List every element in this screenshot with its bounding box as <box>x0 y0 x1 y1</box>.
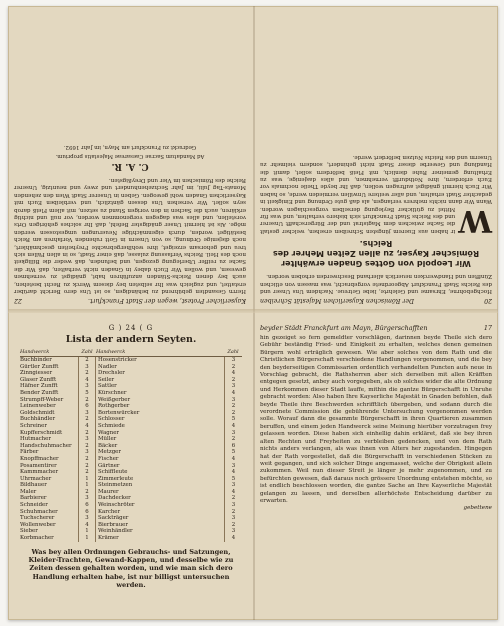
upper-left-imprint-1: Ad Mandatum Sacrae Caesareae Majestatis proprium. <box>55 153 205 160</box>
upper-right-body-text: ir haben aus Euerem jüngsten Schreiben ersehen, welcher gestalt die Sache zwischen dem Magistrat und der Bürgerschafft Unserer und des Reichs Stadt Franckfurt sich bishero verhalten, und was für Mittel zu gütlicher Beylegung derselben vorgeschlagen worden. Wann Wir dann nichts mehrers verlangen, als daß gute Ordnung und Einigkeit in gedachter Stadt erhalten, und aller weitere Unwillen vermieden werde, so haben Wir Euch hiermit gnädigst auftragen wollen, daß Ihr beyde Theile nochmals vor Euch erfordern, ihre Nothdurfft vernehmen, und alles dasjenige, was zu Erhaltung gemeiner Ruhe dienlich, mit Fleiß befördern sollet, damit die Handlung und Gewerbe dieser Stadt nicht gehindert, sondern vielmehr zu Unserm und des Reichs Nutzen befördert werde. <box>258 153 492 234</box>
lower-right-page <box>260 324 492 610</box>
list-row-count: 3 <box>78 410 96 417</box>
list-row-count: 5 <box>224 449 242 456</box>
list-row-name: Korbmacher <box>20 535 54 542</box>
list-row-name: Kupfferschmidt <box>20 429 63 436</box>
list-row-name: Zinngiesser <box>20 370 53 377</box>
list-row-name: Nadler <box>98 363 117 370</box>
lower-right-page-number: 17 <box>483 324 492 332</box>
list-row-count: 4 <box>224 469 242 476</box>
list-row-name: Handschuhmacher <box>20 442 72 449</box>
list-row-count: 6 <box>78 403 96 410</box>
list-row-name: Maurer <box>98 488 119 495</box>
list-row-count: 2 <box>78 443 96 450</box>
list-row-name: Schreiner <box>20 422 47 429</box>
list-row-name: Drechsler <box>98 370 125 377</box>
list-row-name: Goldschmidt <box>20 409 55 416</box>
list-row-name: Fischer <box>98 455 119 462</box>
list-row-count: 3 <box>78 515 96 522</box>
list-row-count: 4 <box>224 535 242 542</box>
list-row-name: Färber <box>20 449 39 456</box>
list-row-name: Bierbrauer <box>98 521 128 528</box>
list-row-count: 4 <box>224 423 242 430</box>
list-row-name: Rothgerber <box>98 403 130 410</box>
list-title: Lista der andern Seyten. <box>65 334 197 345</box>
list-row-count: 1 <box>78 535 96 542</box>
catchword: gebettene <box>463 505 492 512</box>
list-row-name: Strumpff-Weber <box>20 396 64 403</box>
list-row-name: Kammmacher <box>20 469 59 476</box>
list-row-name: Sieber <box>20 528 38 535</box>
list-row-count: 1 <box>78 528 96 535</box>
list-row-name: Schiffleute <box>98 469 128 476</box>
list-row-count: 2 <box>224 509 242 516</box>
list-row-name: Gürtler Zunfft <box>20 363 59 370</box>
list-row-count: 3 <box>224 383 242 390</box>
upper-left-running-head <box>14 297 246 304</box>
horizontal-fold <box>8 309 498 313</box>
lower-left-page <box>20 324 242 608</box>
list-row-count: 2 <box>78 469 96 476</box>
list-row-name: Metzger <box>98 449 121 456</box>
list-row-name: Buchbinder <box>20 357 52 363</box>
list-row-count: 4 <box>224 489 242 496</box>
list-row-count: 6 <box>78 509 96 516</box>
list-row-count: 3 <box>224 482 242 489</box>
list-row-name: Bäcker <box>98 442 118 449</box>
upper-left-page-number: 22 <box>14 297 22 304</box>
list-row-count: 5 <box>224 476 242 483</box>
list-row-name: Müller <box>98 436 117 443</box>
vertical-fold <box>253 6 255 620</box>
list-row-count: 4 <box>224 390 242 397</box>
list-row-name: Sattler <box>98 383 117 390</box>
list-row-count: 3 <box>78 383 96 390</box>
list-row-name: Karcher <box>98 508 121 515</box>
list-row-count: 6 <box>224 443 242 450</box>
list-row-name: Uhrmacher <box>20 475 52 482</box>
list-row-name: Wagner <box>98 429 119 436</box>
list-row-count: 3 <box>224 397 242 404</box>
list-row-name: Leinenweber <box>20 403 56 410</box>
list-row-count: 3 <box>78 449 96 456</box>
list-row-count: 3 <box>224 502 242 509</box>
list-row-count: 4 <box>224 370 242 377</box>
list-row-count: 2 <box>78 463 96 470</box>
list-row-name: Maler <box>20 488 37 495</box>
list-row-name: Seiler <box>98 376 115 383</box>
list-row-name: Hosenstricker <box>98 357 137 363</box>
upper-left-body: Herrn Gesandten gebührend zu behändigen, so ist Uns dero Bericht darüber erstattet, und zugleich was Ihr selbsten bey diesem Werck zu Recht bestehen, auch bey denen Reichs-Ständen anzuführen habt, gnädigst zu vernehmen gewesen, und wollen Wir Euch dabey in Gnaden nicht verhalten, daß Wir die Sache zu reiffer Uberlegung gezogen, und befunden, daß weder die Billigkeit noch des Heil. Reichs Verfassung zulasse, daß einer Stadt, so in allen Fällen sich treu und gehorsam erzeiget, ihre wohlhergebrachte Freyheiten geschmählert, noch diejenige Ordnung, so von Unsern in Gott ruhenden Vorfahren am Reich bestätiget worden, durch eigenmächtige Neuerungen umgestossen werden möge. Als ist hiermit Unser gnädigster Befehl, daß Ihr solches gehörigen Orts vorstellen, und alles was dagegen vorgenommen worden, vor null und nichtig erklären, auch die Sachen in den vorigen Stand zu setzen, mit allem Fleiß darob seyn sollet. Wir versehen Uns dessen gäntzlich, und verbleiben Euch mit Kayserlichen Gnaden wohl gewogen. Geben in Unserer Stadt Wien den zehenden Monats-Tag Julii, im Jahr Sechzehenhundert und zwey und neuntzig, Unserer Reiche des Römischen im Vier und Dreyßigsten. <box>12 176 246 294</box>
list-footer: Was bey allen Ordnungen Gebrauchs- und Satzungen, Kleider-Trachten, Gewand-Kappen, und desselbe wie zu Zeiten dessen gehalten worden, und wie man sich dero Handlung erhalten habe, ist nur billigst untersuchen werden. <box>28 547 234 590</box>
upper-left-signature: C. A. R. <box>111 161 149 172</box>
list-row-name: Buchhändler <box>20 416 56 423</box>
list-row-count: 2 <box>78 370 96 377</box>
list-row-name: Schmiede <box>98 422 125 429</box>
list-row-count: 2 <box>78 489 96 496</box>
list-row-count: 3 <box>224 430 242 437</box>
list-row-count: 3 <box>78 436 96 443</box>
upper-left-head-text: Kayserlicher Protest, wegen der Stadt Franckfurt. <box>88 297 246 304</box>
list-row-count: 2 <box>224 495 242 502</box>
decorated-initial: W <box>458 202 492 238</box>
list-row-count: 4 <box>78 377 96 384</box>
list-row-count: 4 <box>224 456 242 463</box>
list-row-name: Häfner Zunfft <box>20 383 58 390</box>
list-row-count: 4 <box>78 522 96 529</box>
list-row-name: Posamentirer <box>20 462 57 469</box>
list-row-name: Dachdecker <box>98 495 131 502</box>
list-row-name: Wollenweber <box>20 521 56 528</box>
list-row-name: Bildhauer <box>20 482 47 489</box>
upper-right-intro: Hochgebohrne, Ehrsame und Gelehrte, liebe Getreue. Nachdem Uns Unser und des Reichs Stadt Franckfurt Abgeordnete vorgebracht, was massen von etlichen Zünfften und Handwercken neuerlich allerhand Beschwerden erhoben worden. <box>258 273 492 294</box>
list-row-count: 6 <box>78 502 96 509</box>
upper-right-title: Wir Leopold von Gottes Gnaden erwählter Römischer Kayser, zu allen Zeiten Mehrer des Reichs. <box>272 238 480 268</box>
list-row-name: Schneider <box>20 502 48 509</box>
col-header-count-1: Zahl <box>81 349 93 355</box>
list-row-count: 2 <box>78 397 96 404</box>
list-row-count: 3 <box>224 357 242 364</box>
list-row-name: Hutmacher <box>20 436 51 443</box>
list-row-count: 3 <box>224 528 242 535</box>
list-row-name: Weinschröter <box>98 502 135 509</box>
list-row-name: Schuhmacher <box>20 508 58 515</box>
list-row-count: 2 <box>78 416 96 423</box>
list-row-name: Knopffmacher <box>20 455 59 462</box>
list-row-name: Gärtner <box>98 462 120 469</box>
list-row-count: 2 <box>224 436 242 443</box>
lower-right-running-head <box>260 324 492 332</box>
list-row-name: Sackträger <box>98 515 129 522</box>
upper-right-head-text: Der Römischen Kayserlichen Majestät Schreiben <box>260 297 414 304</box>
list-row-name: Glaser Zunfft <box>20 376 57 383</box>
lower-right-body: hin gezeiget so fern gemeldter vorschlägen, darinnen beyde Theile sich dero Gebühr beständig Fried- und Einigkeit zu erhalten, welches denen gemeinen Bürgern wohl erträglich gewesen. Wie aber solches von dem Rath und die Christlichen Bürgerschaft verschiedene Handlungen vorgenommen, und die bey den beyderseitigen Commissarien ordentlich verhandelten Puncten aufs neue in Vorschlag gebracht, die Rathsherren aber sich derselben mit allen Kräfften entgegen gesetzt, anbey auch vorgegeben, als ob solches wider die alte Ordnung und Herkommen dieser Stadt lauffe, mithin die gantze Bürgerschafft in Unruhe gebracht worden: Also haben Ihre Kayserliche Majestät in Gnaden befohlen, daß beyde Theile ihre Beschwerden schrifftlich übergeben, und sodann durch die verordnete Commission die gebührende Untersuchung vorgenommen werden solle. Worauf dann die gesammte Bürgerschafft in ihren Quartieren zusammen beruffen, und einem jeden Handwerck seine Meinung hierüber vorzutragen frey gelassen worden. Diese haben sich einhellig dahin erkläret, daß sie bey ihren alten Rechten und Freyheiten zu verbleiben gedencken, und von dem Rath nichts anders verlangen, als was ihnen von Alters her zugestanden. Hingegen hat der Rath vorgestellet, daß die Bürgerschafft in verschiedenen Stücken zu weit gegangen, und sich solcher Dinge angemasset, welche der Obrigkeit allein zukommen. Weil nun dieser Streit je länger je mehr zugenommen, und zu befürchten gewesen, daß daraus noch grössere Unordnung entstehen möchte, so ist endlich beschlossen worden, die gantze Sache an Ihre Kayserliche Majestät gelangen zu lassen, und derselben allerhöchste Entscheidung darüber zu erwarten. <box>260 335 494 504</box>
list-row-name: Steinmetzen <box>98 482 133 489</box>
upper-left-imprint-2: Gedruckt zu Franckfurt am Mayn, im Jahr 1692. <box>63 144 197 151</box>
list-row-count: 3 <box>224 463 242 470</box>
list-row-name: Schlosser <box>98 416 125 423</box>
col-header-count-2: Zahl <box>227 349 239 355</box>
list-header <box>20 349 242 357</box>
newspaper-sheet <box>8 6 498 620</box>
list-row-count: 2 <box>78 456 96 463</box>
list-row-name: Barbierer <box>20 495 47 502</box>
list-row-count: 2 <box>224 377 242 384</box>
col-header-name-1: Handwerck <box>20 349 50 355</box>
upper-left-page <box>14 12 246 304</box>
list-row-count: 2 <box>224 364 242 371</box>
list-row-count: 2 <box>224 403 242 410</box>
list-row-count: 2 <box>78 357 96 364</box>
list-row-name: Bender Zunfft <box>20 389 59 396</box>
lower-right-head-text: beyder Städt Franckfurt am Mayn, Bürgerschafften <box>260 324 428 332</box>
list-row-count: 4 <box>78 423 96 430</box>
list-row-count: 1 <box>78 482 96 489</box>
list-row-count: 3 <box>78 495 96 502</box>
list-row-count: 2 <box>224 410 242 417</box>
list-row-count: 2 <box>78 430 96 437</box>
list-row-count: 5 <box>78 390 96 397</box>
list-row-count: 3 <box>224 515 242 522</box>
sheet-mark: G ) 24 ( G <box>108 324 154 332</box>
upper-right-running-head <box>260 297 492 304</box>
list-table <box>20 357 242 542</box>
upper-right-page <box>260 12 492 304</box>
upper-right-body <box>258 152 492 238</box>
list-row-name: Krämer <box>98 535 119 542</box>
list-row-name: Bortenwürcker <box>98 409 140 416</box>
list-row-name: Zimmerleute <box>98 475 134 482</box>
upper-right-page-number: 20 <box>484 297 492 304</box>
list-row-name: Kürschner <box>98 389 127 396</box>
list-row-name: Tuchscherer <box>20 515 55 522</box>
list-row-count: 5 <box>224 416 242 423</box>
list-row-name: Weißgerber <box>98 396 131 403</box>
list-row-count: 1 <box>78 476 96 483</box>
col-header-name-2: Handwerck <box>96 349 126 355</box>
list-row-count: 3 <box>78 364 96 371</box>
list-row-count: 2 <box>224 522 242 529</box>
list-row-name: Weinhändler <box>98 528 133 535</box>
